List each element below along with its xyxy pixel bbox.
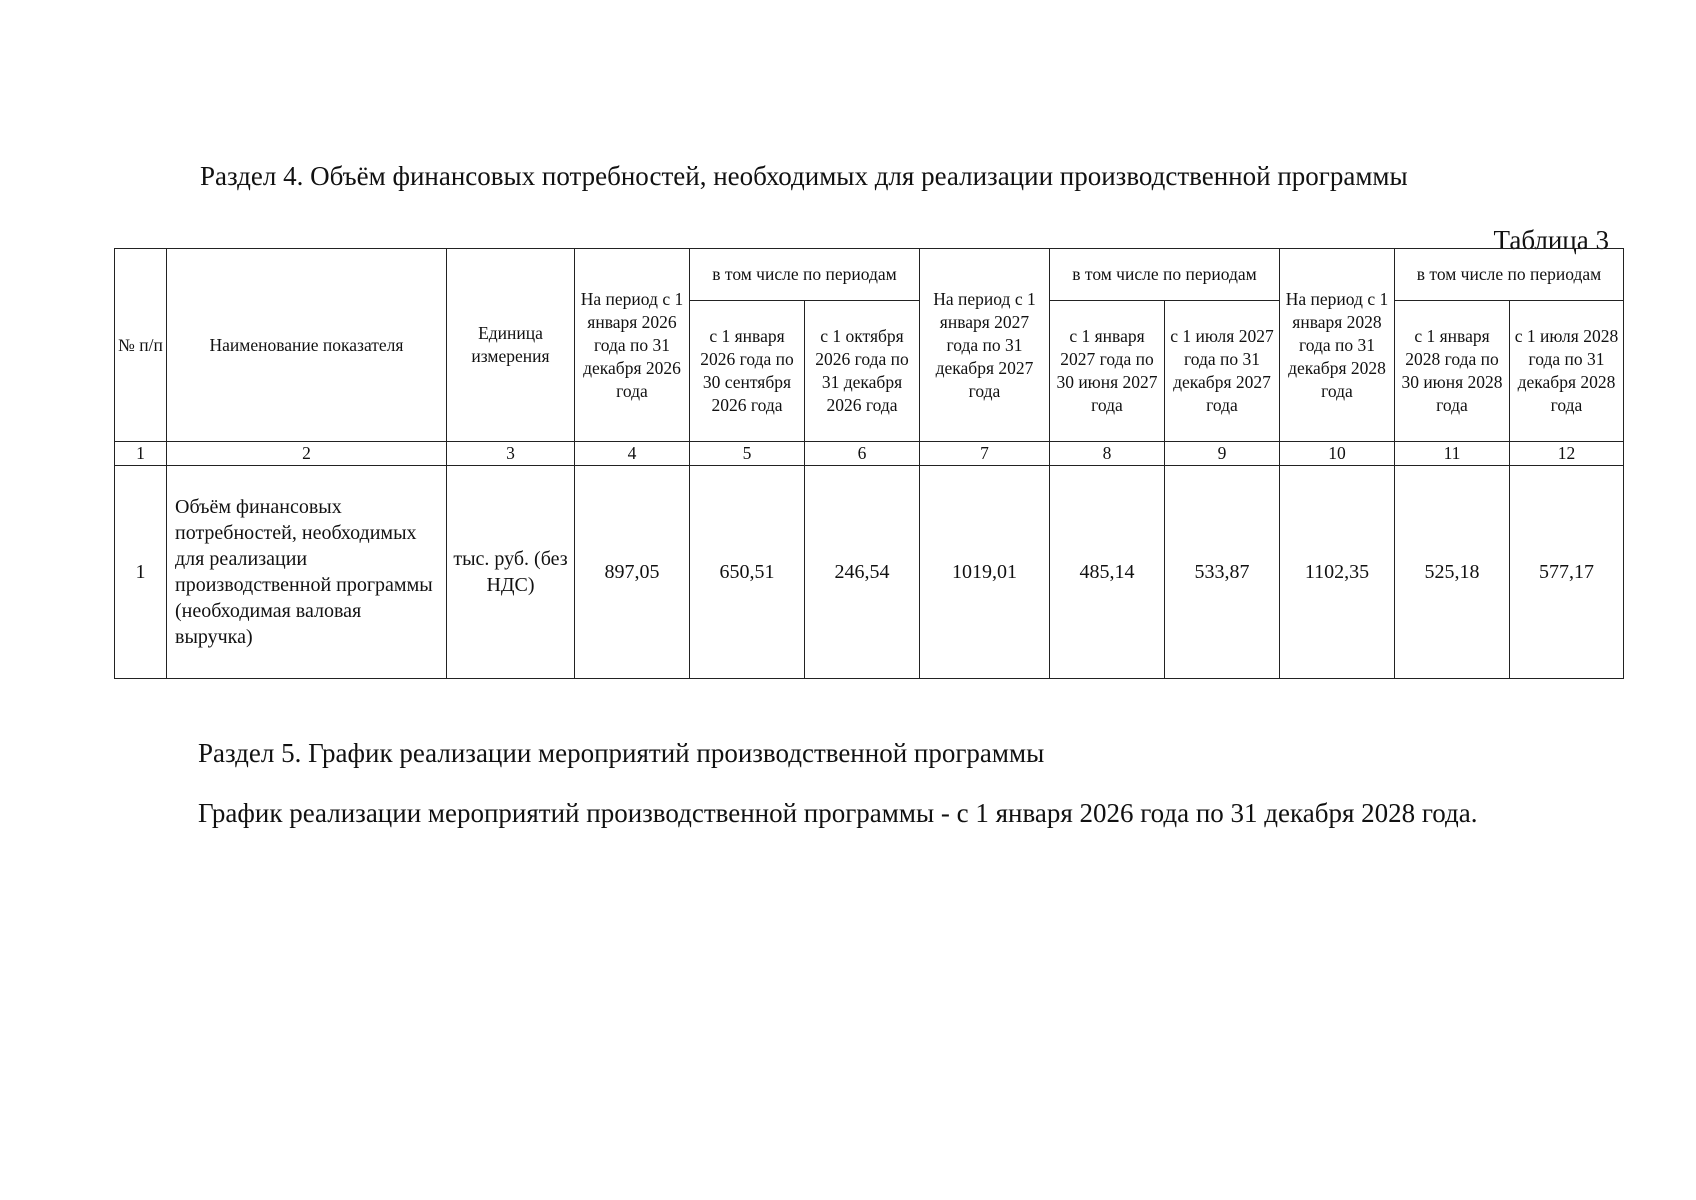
value-2027-period-1: 485,14 [1050,466,1165,679]
value-2026-total: 897,05 [575,466,690,679]
column-number: 10 [1280,442,1395,466]
value-2028-period-1: 525,18 [1395,466,1510,679]
column-number: 4 [575,442,690,466]
header-group-2026: в том числе по периодам [690,249,920,301]
row-number: 1 [115,466,167,679]
unit-of-measure: тыс. руб. (без НДС) [447,466,575,679]
column-number: 3 [447,442,575,466]
section-4-title: Раздел 4. Объём финансовых потребностей, необходимых для реализации производственной программы [200,161,1408,191]
value-2027-period-2: 533,87 [1165,466,1280,679]
column-number: 1 [115,442,167,466]
header-2028-period-2: с 1 июля 2028 года по 31 декабря 2028 года [1510,301,1624,442]
column-number: 5 [690,442,805,466]
header-group-2027: в том числе по периодам [1050,249,1280,301]
value-2028-period-2: 577,17 [1510,466,1624,679]
column-number-row [115,442,1624,466]
header-name: Наименование показателя [167,249,447,442]
value-2026-period-1: 650,51 [690,466,805,679]
header-no: № п/п [115,249,167,442]
indicator-name: Объём финансовых потребностей, необходимых для реализации производственной программы (необходимая валовая выручка) [167,466,447,679]
header-2026-period-1: с 1 января 2026 года по 30 сентября 2026 года [690,301,805,442]
header-2028-period-1: с 1 января 2028 года по 30 июня 2028 года [1395,301,1510,442]
header-row-group [115,249,1624,301]
value-2028-total: 1102,35 [1280,466,1395,679]
financial-needs-table [114,248,1624,679]
section-5-text: График реализации мероприятий производственной программы - с 1 января 2026 года по 31 декабря 2028 года. [198,798,1478,828]
header-2027-period-2: с 1 июля 2027 года по 31 декабря 2027 года [1165,301,1280,442]
column-number: 2 [167,442,447,466]
section-5-title: Раздел 5. График реализации мероприятий производственной программы [198,738,1045,768]
table-caption: Таблица 3 [1493,225,1609,255]
column-number: 6 [805,442,920,466]
value-2027-total: 1019,01 [920,466,1050,679]
header-2027-period-1: с 1 января 2027 года по 30 июня 2027 года [1050,301,1165,442]
header-period-2026: На период с 1 января 2026 года по 31 декабря 2026 года [575,249,690,442]
header-period-2027: На период с 1 января 2027 года по 31 декабря 2027 года [920,249,1050,442]
value-2026-period-2: 246,54 [805,466,920,679]
header-unit: Единица измерения [447,249,575,442]
header-group-2028: в том числе по периодам [1395,249,1624,301]
column-number: 12 [1510,442,1624,466]
column-number: 9 [1165,442,1280,466]
column-number: 8 [1050,442,1165,466]
table-row [115,466,1624,679]
header-2026-period-2: с 1 октября 2026 года по 31 декабря 2026 года [805,301,920,442]
column-number: 7 [920,442,1050,466]
column-number: 11 [1395,442,1510,466]
header-period-2028: На период с 1 января 2028 года по 31 декабря 2028 года [1280,249,1395,442]
